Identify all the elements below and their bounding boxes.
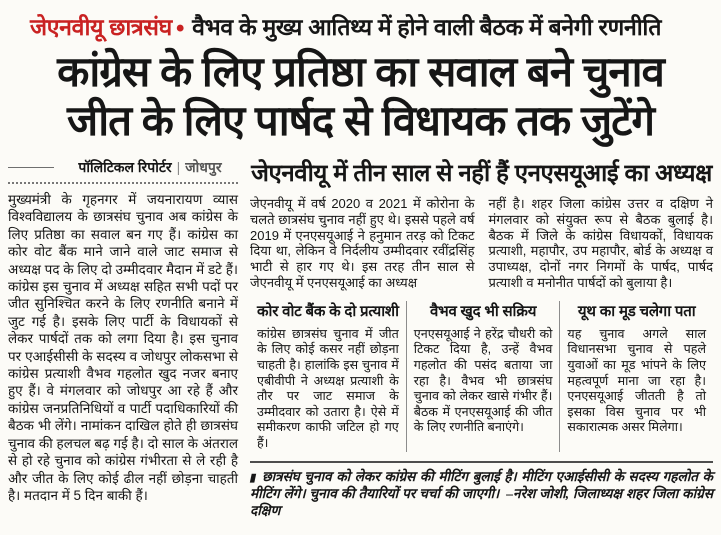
two-column-body <box>250 196 713 291</box>
article-column-1: जेएनवीयू में वर्ष 2020 व 2021 में कोरोना के चलते छात्रसंघ चुनाव नहीं हुए थे। इससे पहले वर्ष 2019 में एनएसयूआई ने हनुमान तरड़ को टिकट दिया था, लेकिन वे निर्दलीय उम्मीदवार रवींद्रसिंह भाटी से हार गए थे। इस तरह तीन साल से जेएनवीयू में एनएसयूआई का अध्यक्ष <box>250 196 475 290</box>
quote-footnote <box>250 469 713 520</box>
article-content <box>6 150 715 519</box>
byline <box>8 158 238 184</box>
quote-attribution-role: जिलाध्यक्ष शहर जिला कांग्रेस दक्षिण <box>250 486 714 518</box>
info-box-youth-mood <box>559 301 713 452</box>
kicker-bullet-icon: • <box>175 14 185 42</box>
byline-reporter: पॉलिटिकल रिपोर्टर <box>78 159 172 176</box>
sub-headline: जेएनवीयू में तीन साल से नहीं हैं एनएसयूआई का अध्यक्ष <box>251 160 712 188</box>
byline-rule <box>8 167 54 168</box>
secondary-story <box>250 154 713 519</box>
byline-separator: | <box>176 159 181 176</box>
kicker-text: वैभव के मुख्य आतिथ्य में होने वाली बैठक में बनेगी रणनीति <box>192 14 662 40</box>
main-headline <box>6 47 715 146</box>
kicker-strip <box>6 6 715 45</box>
info-box-title: वैभव खुद भी सक्रिय <box>429 302 537 320</box>
info-box-vaibhav-active <box>406 301 560 452</box>
quote-attribution-name: –नरेश जोशी, <box>506 486 570 502</box>
footnote-divider <box>250 461 713 463</box>
byline-city: जोधपुर <box>185 159 222 176</box>
lead-paragraph: मुख्यमंत्री के गृहनगर में जयनारायण व्यास विश्वविद्यालय के छात्रसंघ चुनाव अब कांग्रेस के लिए प्रतिष्ठा का सवाल बन गए हैं। कांग्रेस का कोर वोट बैंक माने जाने वाले जाट समाज से अध्यक्ष पद के लिए दो उम्मीदवार मैदान में डटे हैं। कांग्रेस इस चुनाव में अध्यक्ष सहित सभी पदों पर जीत सुनिश्चित करने के लिए रणनीति बनाने में जुट गई है। इसके लिए पार्टी के विधायकों से लेकर पार्षदों तक को लगा दिया है। इस चुनाव पर एआईसीसी के सदस्य व जोधपुर लोकसभा से कांग्रेस प्रत्याशी वैभव गहलोत खुद नजर बनाए हुए हैं। वे मंगलवार को जोधपुर आ रहे हैं और कांग्रेस जनप्रतिनिधियों व पार्टी पदाधिकारियों की बैठक भी लेंगे। नामांकन दाखिल होते ही छात्रसंघ चुनाव की हलचल बढ़ गई है। दो साल के अंतराल से हो रहे चुनाव को कांग्रेस गंभीरता से ले रही है और जीत के लिए कोई ढील नहीं छोड़ना चाहती है। मतदान में 5 दिन बाकी हैं। <box>8 192 238 503</box>
info-box-title: यूथ का मूड चलेगा पता <box>577 302 696 320</box>
article-column-2: नहीं है। शहर जिला कांग्रेस उत्तर व दक्षिण ने मंगलवार को संयुक्त रूप से बैठक बुलाई है। बैठक में जिले के कांग्रेस विधायकों, विधायक प्रत्याशी, महापौर, उप महापौर, बोर्ड के अध्यक्ष व उपाध्यक्ष, दोनों नगर निगमों के पार्षद, पार्षद प्रत्याशी व मनोनीत पार्षदों को बुलाया है। <box>488 196 713 290</box>
info-box-body: कांग्रेस छात्रसंघ चुनाव में जीत के लिए कोई कसर नहीं छोड़ना चाहती है। हालांकि इस चुनाव में एबीवीपी ने अध्यक्ष प्रत्याशी के तौर पर जाट समाज के उम्मीदवार को उतारा है। ऐसे में समीकरण काफी जटिल हो गए हैं। <box>257 326 399 450</box>
headline-line1: कांग्रेस के लिए प्रतिष्ठा का सवाल बने चुनाव <box>57 47 664 95</box>
info-box-body: यह चुनाव अगले साल विधानसभा चुनाव से पहले युवाओं का मूड भांपने के लिए महत्वपूर्ण माना जा रहा है। एनएसयूआई जीतती है तो इसका विस चुनाव पर भी सकारात्मक असर मिलेगा। <box>567 326 706 435</box>
headline-line2: जीत के लिए पार्षद से विधायक तक जुटेंगे <box>67 97 654 145</box>
info-box-core-votebank <box>250 301 406 452</box>
byline-text <box>62 158 238 177</box>
info-box-title: कोर वोट बैंक के दो प्रत्याशी <box>257 302 399 320</box>
info-boxes <box>250 301 713 452</box>
lead-column <box>8 154 238 519</box>
info-box-body: एनएसयूआई ने हरेंद्र चौधरी को टिकट दिया है, उन्हें वैभव गहलोत की पसंद बताया जा रहा है। वैभव भी छात्रसंघ चुनाव को लेकर खासे गंभीर हैं। बैठक में एनएसयूआई की जीत के लिए रणनीति बनाएंगे। <box>413 326 553 435</box>
quote-text: छात्रसंघ चुनाव को लेकर कांग्रेस की मीटिंग बुलाई है। मीटिंग एआईसीसी के सदस्य गहलोत के मीटिंग लेंगे। चुनाव की तैयारियों पर चर्चा की जाएगी। <box>250 468 713 502</box>
quote-marker-icon: ▮ <box>248 471 258 484</box>
kicker-tag: जेएनवीयू छात्रसंघ <box>30 14 172 40</box>
